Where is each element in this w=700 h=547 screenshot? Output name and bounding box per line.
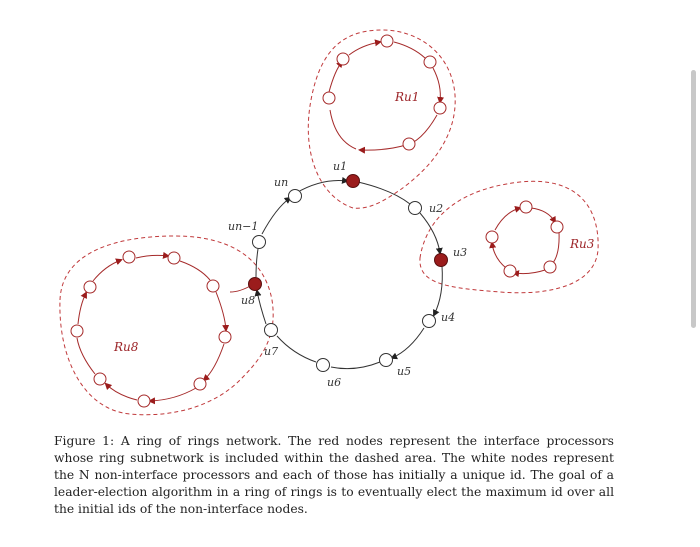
label-r-u3: Ru3	[570, 237, 595, 251]
label-r-u8: Ru8	[114, 340, 139, 354]
node-u1	[347, 175, 360, 188]
label-un1: un−1	[228, 220, 259, 233]
subring-u3-nodes	[486, 201, 563, 277]
node-u5	[380, 354, 393, 367]
label-u1: u1	[333, 160, 348, 173]
node-u2	[409, 202, 422, 215]
subring-u1-nodes	[323, 35, 446, 150]
label-u6: u6	[327, 376, 342, 389]
figure-caption: Figure 1: A ring of rings network. The red nodes represent the interface processors whose ring subnetwork is included within the dashed area. The white nodes represent the N non-interface processors and each of those has initially a unique id. The goal of a leader-election algorithm in a ring of rings is to eventually elect the maximum id over all the initial ids of the non-interface nodes.	[54, 434, 614, 516]
label-u3: u3	[453, 246, 468, 259]
node-u3	[435, 254, 448, 267]
subring-u8-nodes	[71, 251, 231, 407]
label-u8: u8	[241, 294, 256, 307]
label-r-u1: Ru1	[395, 90, 420, 104]
label-u2: u2	[429, 202, 444, 215]
node-un1	[253, 236, 266, 249]
label-u5: u5	[397, 365, 412, 378]
node-un	[289, 190, 302, 203]
region-u8-dashed	[60, 236, 273, 415]
label-un: un	[274, 176, 289, 189]
label-u7: u7	[264, 345, 279, 358]
label-u4: u4	[441, 311, 456, 324]
node-u6	[317, 359, 330, 372]
node-u8	[249, 278, 262, 291]
vertical-scrollbar[interactable]	[691, 70, 696, 328]
node-u7	[265, 324, 278, 337]
node-u4	[423, 315, 436, 328]
